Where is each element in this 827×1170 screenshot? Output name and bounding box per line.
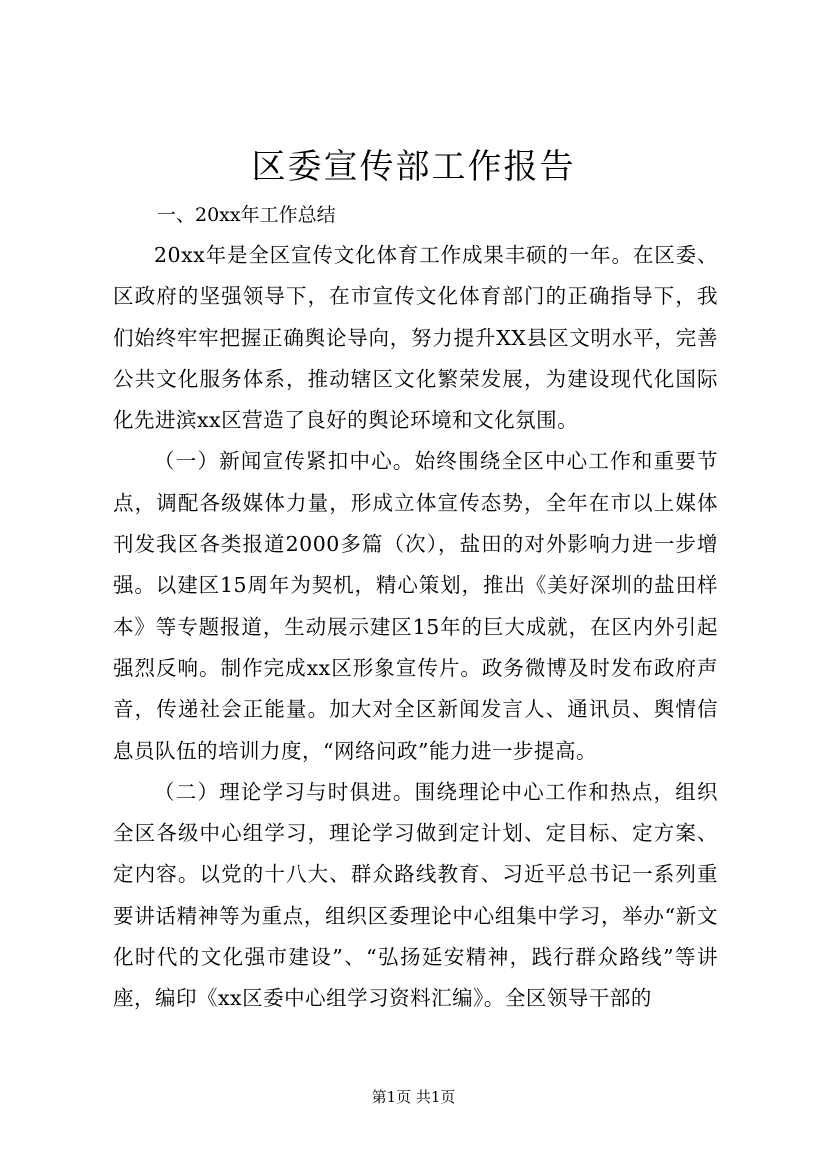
document-body <box>113 195 718 1020</box>
paragraph-news-publicity: （一）新闻宣传紧扣中心。始终围绕全区中心工作和重要节点，调配各级媒体力量，形成立体宣传态势，全年在市以上媒体刊发我区各类报道2000多篇（次），盐田的对外影响力进一步增强。以建区15周年为契机，精心策划，推出《美好深圳的盐田样本》等专题报道，生动展示建区15年的巨大成就，在区内外引起强烈反响。制作完成xx区形象宣传片。政务微博及时发布政府声音，传递社会正能量。加大对全区新闻发言人、通讯员、舆情信息员队伍的培训力度，“网络问政”能力进一步提高。 <box>113 449 718 763</box>
paragraph-summary: 20xx年是全区宣传文化体育工作成果丰硕的一年。在区委、区政府的坚强领导下，在市宣传文化体育部门的正确指导下，我们始终牢牢把握正确舆论导向，努力提升XX县区文明水平，完善公共文化服务体系，推动辖区文化繁荣发展，为建设现代化国际化先进滨xx区营造了良好的舆论环境和文化氛围。 <box>113 243 718 433</box>
section-heading: 一、20xx年工作总结 <box>157 204 336 226</box>
document-title: 区委宣传部工作报告 <box>251 147 576 187</box>
paragraph-theory-study: （二）理论学习与时俱进。围绕理论中心工作和热点，组织全区各级中心组学习，理论学习做到定计划、定目标、定方案、定内容。以党的十八大、群众路线教育、习近平总书记一系列重要讲话精神等为重点，组织区委理论中心组集中学习，举办“新文化时代的文化强市建设”、“弘扬延安精神，践行群众路线”等讲座，编印《xx区委中心组学习资料汇编》。全区领导干部的 <box>113 779 718 1011</box>
page-footer: 第1页 共1页 <box>371 1088 456 1106</box>
